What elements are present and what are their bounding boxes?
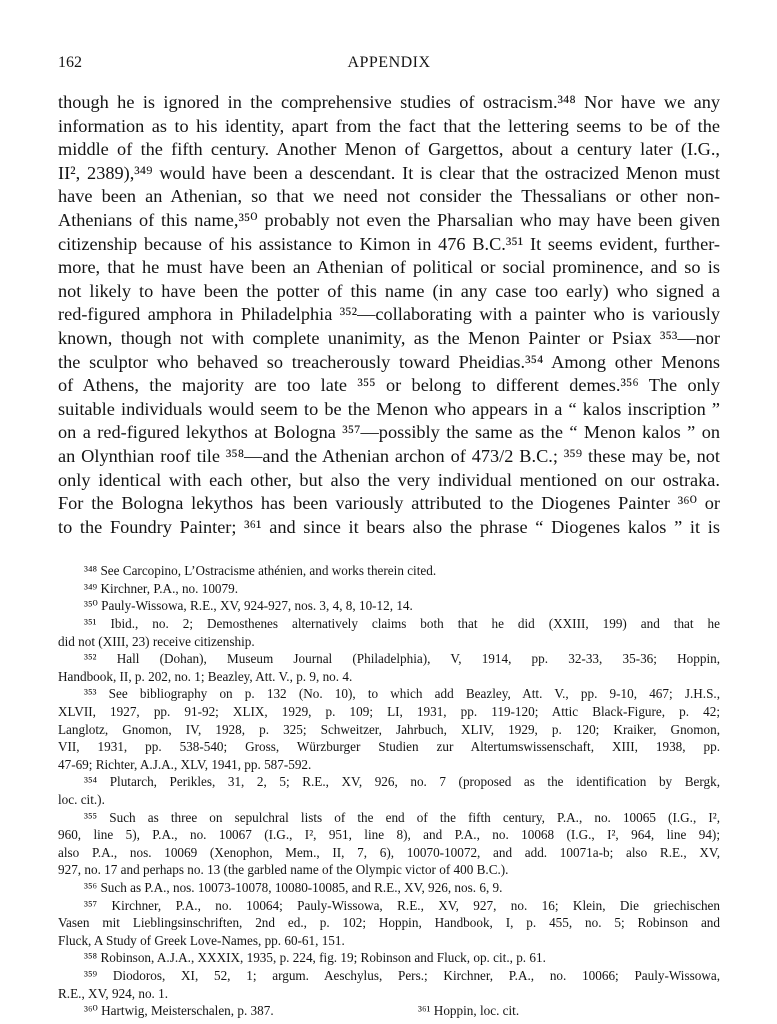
footnotes bbox=[58, 562, 720, 1019]
body-line: known, though not with complete unanimity, as the Menon Painter or Psiax ³⁵³—nor bbox=[58, 327, 720, 348]
footnote-line: ³⁵² Hall (Dohan), Museum Journal (Philadelphia), V, 1914, pp. 32-33, 35-36; Hoppin, bbox=[84, 651, 720, 667]
footnote-line: 960, line 5), P.A., no. 10067 (I.G., I², 951, line 8), and P.A., no. 10068 (I.G., I², 964, line 94); bbox=[58, 827, 720, 843]
footnote-351 bbox=[58, 615, 720, 650]
body-line: red-figured amphora in Philadelphia ³⁵²—collaborating with a painter who is variously bbox=[58, 304, 720, 325]
footnote-line: Fluck, A Study of Greek Love-Names, pp. 60-61, 151. bbox=[58, 932, 345, 948]
body-line: to the Foundry Painter; ³⁶¹ and since it bears also the phrase “ Diogenes kalos ” it is bbox=[58, 516, 720, 537]
footnote-line: ³⁵⁴ Plutarch, Perikles, 31, 2, 5; R.E., XV, 926, no. 7 (proposed as the identification by Bergk, bbox=[84, 774, 720, 790]
body-line: not likely to have been the potter of this name (in any case too early) who signed a bbox=[58, 280, 720, 301]
footnote-line: Vasen mit Lieblingsinschriften, 2nd ed., p. 102; Hoppin, Handbook, I, p. 455, no. 5; Robinson and bbox=[58, 915, 720, 931]
body-line: more, that he must have been an Athenian of political or social prominence, and so is bbox=[58, 257, 720, 278]
footnote-line: VII, 1931, pp. 538-540; Gross, Würzburger Studien zur Altertumswissenschaft, XIII, 1938, pp. bbox=[58, 739, 720, 755]
footnotes-360-361 bbox=[58, 1002, 720, 1020]
body-line: on a red-figured lekythos at Bologna ³⁵⁷—possibly the same as the “ Menon kalos ” on bbox=[58, 422, 720, 443]
footnote-line: loc. cit.). bbox=[58, 792, 105, 807]
page-number: 162 bbox=[58, 54, 82, 71]
footnote-line: ³⁵⁵ Such as three on sepulchral lists of the end of the fifth century, P.A., no. 10065 (I.G., I², bbox=[84, 809, 720, 825]
book-page bbox=[58, 54, 720, 1020]
footnote-line: ³⁵⁰ Pauly-Wissowa, R.E., XV, 924-927, nos. 3, 4, 8, 10-12, 14. bbox=[84, 598, 413, 614]
footnote-line: ³⁵³ See bibliography on p. 132 (No. 10), to which add Beazley, Att. V., pp. 9-10, 467; J.H.S., bbox=[84, 686, 720, 702]
body-line: of Athens, the majority are too late ³⁵⁵ or belong to different demes.³⁵⁶ The only bbox=[58, 375, 720, 396]
body-line: though he is ignored in the comprehensive studies of ostracism.³⁴⁸ Nor have we any bbox=[58, 92, 720, 112]
body-line: the sculptor who behaved so treacherously toward Pheidias.³⁵⁴ Among other Menons bbox=[58, 351, 720, 372]
footnote-line: R.E., XV, 924, no. 1. bbox=[58, 985, 169, 1001]
footnote-line: ³⁵¹ Ibid., no. 2; Demosthenes alternatively claims both that he did (XXIII, 199) and that he bbox=[84, 616, 720, 632]
footnote-358 bbox=[58, 949, 720, 967]
footnote-352 bbox=[58, 650, 720, 685]
page-header bbox=[58, 54, 720, 78]
footnote-349 bbox=[58, 580, 720, 598]
footnote-356 bbox=[58, 879, 720, 897]
footnote-line: Langlotz, Gnomon, IV, 1928, p. 325; Schweitzer, Jahrbuch, XLIV, 1929, p. 120; Kraiker, Gnomon, bbox=[58, 721, 720, 737]
body-line: II², 2389),³⁴⁹ would have been a descendant. It is clear that the ostracized Menon must bbox=[58, 162, 720, 183]
body-line: suitable individuals would seem to be the Menon who appears in a “ kalos inscription ” bbox=[58, 398, 720, 419]
footnote-360: ³⁶⁰ Hartwig, Meisterschalen, p. 387. bbox=[84, 1003, 274, 1019]
body-line: information as to his identity, apart from the fact that the lettering seems to be of the bbox=[58, 115, 720, 136]
body-line: Athenians of this name,³⁵⁰ probably not even the Pharsalian who may have been given bbox=[58, 209, 720, 230]
body-text bbox=[58, 91, 720, 539]
footnote-350 bbox=[58, 597, 720, 615]
footnote-361: ³⁶¹ Hoppin, loc. cit. bbox=[418, 1003, 520, 1019]
footnote-line: did not (XIII, 23) receive citizenship. bbox=[58, 633, 255, 649]
body-line: citizenship because of his assistance to Kimon in 476 B.C.³⁵¹ It seems evident, further- bbox=[58, 233, 720, 254]
footnote-line: Handbook, II, p. 202, no. 1; Beazley, Att. V., p. 9, no. 4. bbox=[58, 668, 353, 684]
footnote-line: 927, no. 17 and perhaps no. 13 (the garbled name of the Olympic victor of 400 B.C.). bbox=[58, 862, 509, 878]
footnote-line: ³⁵⁷ Kirchner, P.A., no. 10064; Pauly-Wissowa, R.E., XV, 927, no. 16; Klein, Die griechischen bbox=[84, 897, 720, 913]
footnote-line: ³⁴⁹ Kirchner, P.A., no. 10079. bbox=[84, 580, 239, 596]
footnote-line: XLVII, 1927, pp. 91-92; XLIX, 1929, p. 109; LI, 1931, pp. 119-120; Attic Black-Figure, p. 42; bbox=[58, 704, 720, 720]
footnote-line: ³⁵⁶ Such as P.A., nos. 10073-10078, 10080-10085, and R.E., XV, 926, nos. 6, 9. bbox=[84, 879, 503, 895]
body-line: middle of the fifth century. Another Menon of Gargettos, about a century later (I.G., bbox=[58, 139, 720, 160]
running-head: APPENDIX bbox=[347, 54, 431, 71]
footnote-348 bbox=[58, 562, 720, 580]
footnote-line: ³⁴⁸ See Carcopino, L’Ostracisme athénien, and works therein cited. bbox=[84, 563, 437, 579]
footnote-353 bbox=[58, 685, 720, 773]
footnote-line: also P.A., nos. 10069 (Xenophon, Mem., II, 7, 6), 10070-10072, and add. 10071a-b; also R.E., XV, bbox=[58, 844, 720, 860]
body-line: have been an Athenian, so that we need not consider the Thessalians or other non- bbox=[58, 186, 720, 207]
body-line: For the Bologna lekythos has been variously attributed to the Diogenes Painter ³⁶⁰ or bbox=[58, 493, 720, 514]
footnote-line: ³⁵⁹ Diodoros, XI, 52, 1; argum. Aeschylus, Pers.; Kirchner, P.A., no. 10066; Pauly-Wissowa, bbox=[84, 967, 720, 983]
footnote-357 bbox=[58, 897, 720, 950]
body-line: only identical with each other, but also the very individual mentioned on our ostraka. bbox=[58, 469, 720, 490]
footnote-line: 47-69; Richter, A.J.A., XLV, 1941, pp. 587-592. bbox=[58, 756, 312, 772]
body-line: an Olynthian roof tile ³⁵⁸—and the Athenian archon of 473/2 B.C.; ³⁵⁹ these may be, not bbox=[58, 445, 720, 466]
footnote-359 bbox=[58, 967, 720, 1002]
footnote-line: ³⁵⁸ Robinson, A.J.A., XXXIX, 1935, p. 224, fig. 19; Robinson and Fluck, op. cit., p. 61. bbox=[84, 950, 546, 966]
footnote-355 bbox=[58, 809, 720, 879]
footnote-354 bbox=[58, 773, 720, 808]
